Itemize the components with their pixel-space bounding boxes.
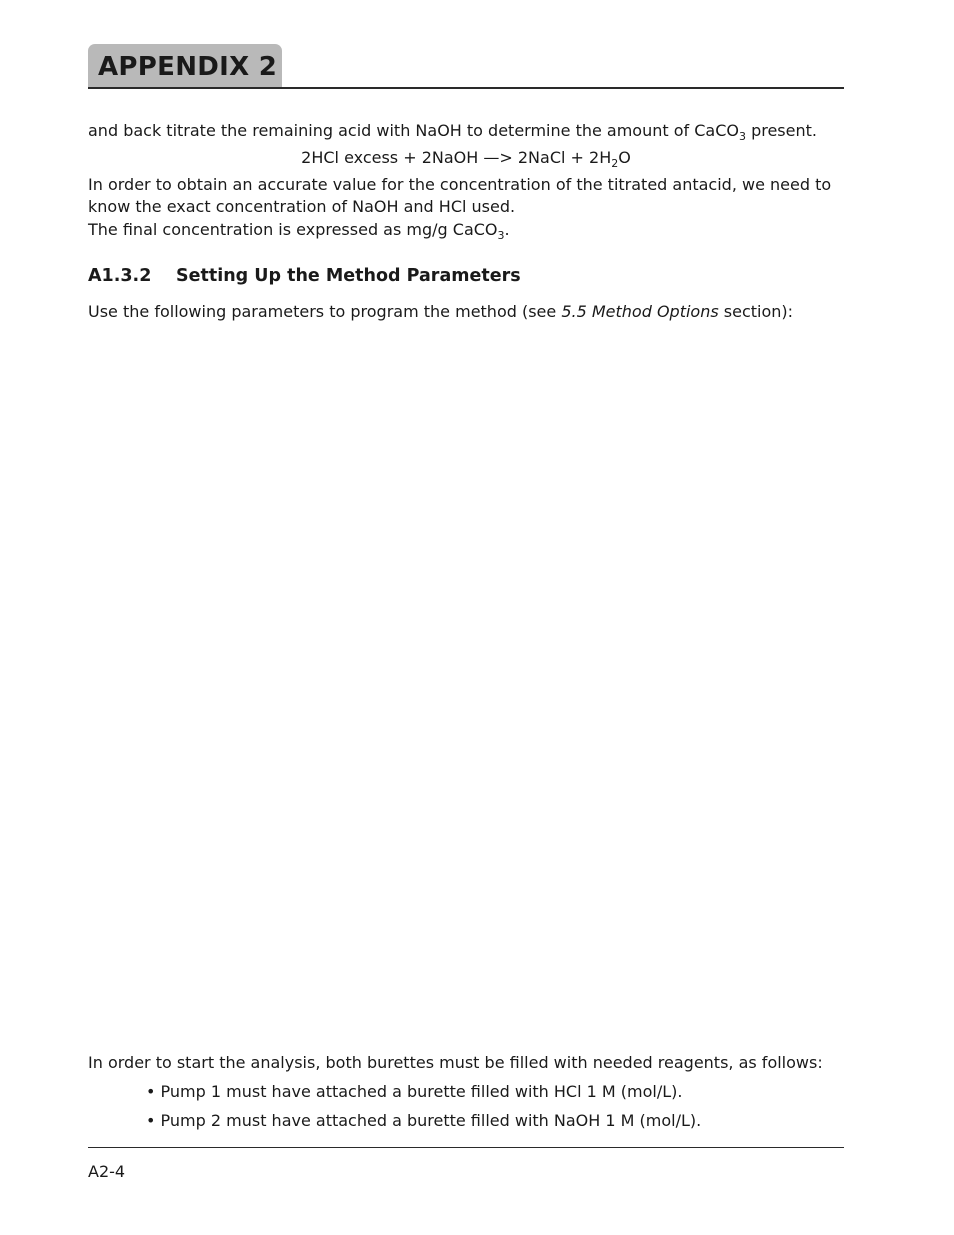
subscript: 3 bbox=[738, 130, 746, 143]
equation-end: O bbox=[618, 148, 631, 167]
header-rule bbox=[88, 87, 844, 89]
back-titrate-text: and back titrate the remaining acid with NaOH to determine the amount of CaCO bbox=[88, 121, 739, 140]
equation-text: 2HCl excess + 2NaOH —> 2NaCl + 2H bbox=[301, 148, 612, 167]
subscript: 2 bbox=[611, 157, 619, 170]
back-titrate-end: present. bbox=[745, 121, 817, 140]
section-number: A1.3.2 bbox=[88, 266, 152, 286]
paragraph-line: know the exact concentration of NaOH and HCl used. bbox=[88, 197, 516, 216]
final-text: The final concentration is expressed as mg/g CaCO bbox=[88, 220, 498, 239]
method-options-reference: 5.5 Method Options bbox=[561, 302, 719, 321]
method-intro bbox=[88, 301, 793, 323]
intro-text: Use the following parameters to program the method (see bbox=[88, 302, 562, 321]
body-line-back-titrate bbox=[88, 120, 817, 142]
section-heading bbox=[88, 264, 521, 288]
chemical-equation bbox=[88, 147, 844, 169]
section-title: Setting Up the Method Parameters bbox=[176, 266, 521, 286]
paragraph-line: In order to obtain an accurate value for the concentration of the titrated antacid, we need to bbox=[88, 175, 832, 194]
list-item: • Pump 2 must have attached a burette filled with NaOH 1 M (mol/L). bbox=[146, 1111, 702, 1130]
page-number: A2-4 bbox=[88, 1162, 126, 1181]
subscript: 3 bbox=[497, 229, 505, 242]
footer-rule bbox=[88, 1147, 844, 1148]
final-concentration-line bbox=[88, 219, 510, 241]
list-item: • Pump 1 must have attached a burette filled with HCl 1 M (mol/L). bbox=[146, 1082, 683, 1101]
final-end: . bbox=[504, 220, 510, 239]
intro-end: section): bbox=[718, 302, 794, 321]
analysis-paragraph: In order to start the analysis, both burettes must be filled with needed reagents, as follows: bbox=[88, 1053, 823, 1072]
appendix-badge: APPENDIX 2 bbox=[88, 44, 282, 88]
